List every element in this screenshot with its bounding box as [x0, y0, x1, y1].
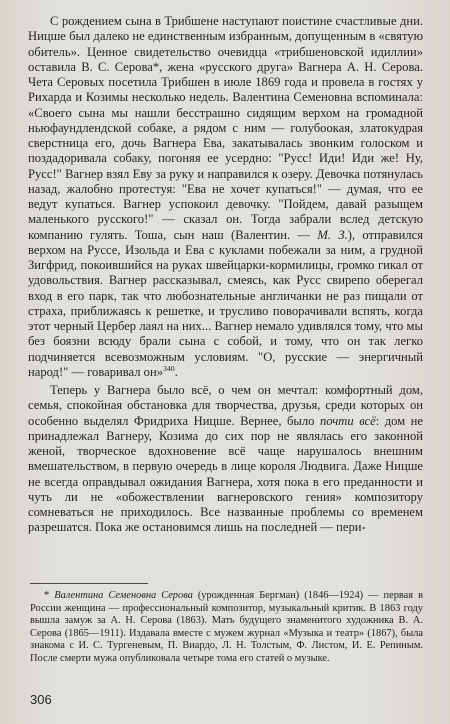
footnote-name: Валентина Семеновна Серова	[54, 590, 193, 601]
footnote-paragraph: * Валентина Семеновна Серова (урожденная Бергман) (1846—1924) — первая в России женщина — профессиональный композитор, музыкальный критик. В 1863 году вышла замуж за А. Н. Серова (1863). Мать будущего знаменитого художника В. А. Серова (1865—1911). Издавала вместе с мужем журнал «Музыка и театр» (1867), была знакома с И. С. Тургеневым, П. Виардо, Л. Н. Толстым, Ф. Листом, И. Е. Репиным. После смерти мужа опубликовала четыре тома его статей о музыке.	[30, 590, 423, 664]
paragraph-2: Теперь у Вагнера было всё, о чем он мечтал: комфортный дом, семья, спокойная обстановка для творчества, друзья, среди которых он особенно выделял Фридриха Ницше. Вернее, было почти всё: дом не принадлежал Вагнеру, Козима до сих пор не являлась его законной женой, творческое вдохновение всё чаще нарушалось внешним вмешательством, в первую очередь в лице короля Людвига. Даже Ницше не всегда оправдывал ожидания Вагнера, хотя пока в его преданности и чуть ли не «обожествлении вагнеровского гения» композитору сомневаться не приходилось. Все названные проблемы со временем разрешатся. Пока же остановимся лишь на последней — пери-	[28, 383, 424, 535]
paragraph-1: С рождением сына в Трибшене наступают поистине счастливые дни. Ницше был далеко не единственным избранным, допущенным в «святую обитель». Ценное свидетельство очевидца «трибшеновской идиллии» оставила В. С. Серова*, жена «русского друга» Вагнера А. Н. Серова. Чета Серовых посетила Трибшен в июле 1869 года и провела в гостях у Рихарда и Козимы несколько недель. Валентина Семеновна вспоминала: «Своего сына мы нашли бесстрашно сидящим верхом на громадной ньюфаундлендской собаке, а рядом с ним — голубоокая, златокудрая сверстница его, дочь Вагнера Ева, закатывалась звонким голоском и поздадоривала собаку, погоняя ее усердно: "Русс! Иди! Иди же! Ну, Русс!" Вагнер взял Еву за руку и направился к озеру. Девочка потянулась назад, жалобно протестуя: "Ева не хочет купаться!" — думая, что ее ведут купаться. Вагнер успокоил девочку. "Пойдем, давай разыщем маленького русского!" — сказал он. Тогда забрали вслед детскую компанию гулять. Тоша, сын наш (Валентин. — М. З.), отправился верхом на Руссе, Изольда и Ева с куклами побежали за ним, а грудной Зигфрид, покоившийся на руках швейцарки-кормилицы, громко гикал от удовольствия. Вагнер рассказывал, смеясь, как Русс свирепо оберегал вход в его парк, так что любознательные англичанки не раз пищали от страха, приближаясь к решетке, и трусливо поворачивали вспять, когда этот черный Цербер лаял на них... Вагнер немало удивлялся тому, что мы без боязни всюду брали сына с собой, и тому, что он так легко подчиняется всевозможным условиям. "О, русские — энергичный народ!" — говаривал он»$^{340}$.	[28, 14, 424, 379]
author-initials: М. З.	[317, 227, 348, 242]
footnote-marker: *	[152, 59, 160, 74]
footnote-divider	[30, 583, 148, 584]
footnote	[30, 590, 423, 666]
page-number: 306	[30, 692, 52, 707]
footnote-marker: *	[44, 590, 50, 601]
endnote-reference: 340	[163, 363, 175, 373]
main-text	[28, 14, 423, 536]
emphasis-text: почти всё	[320, 413, 376, 428]
